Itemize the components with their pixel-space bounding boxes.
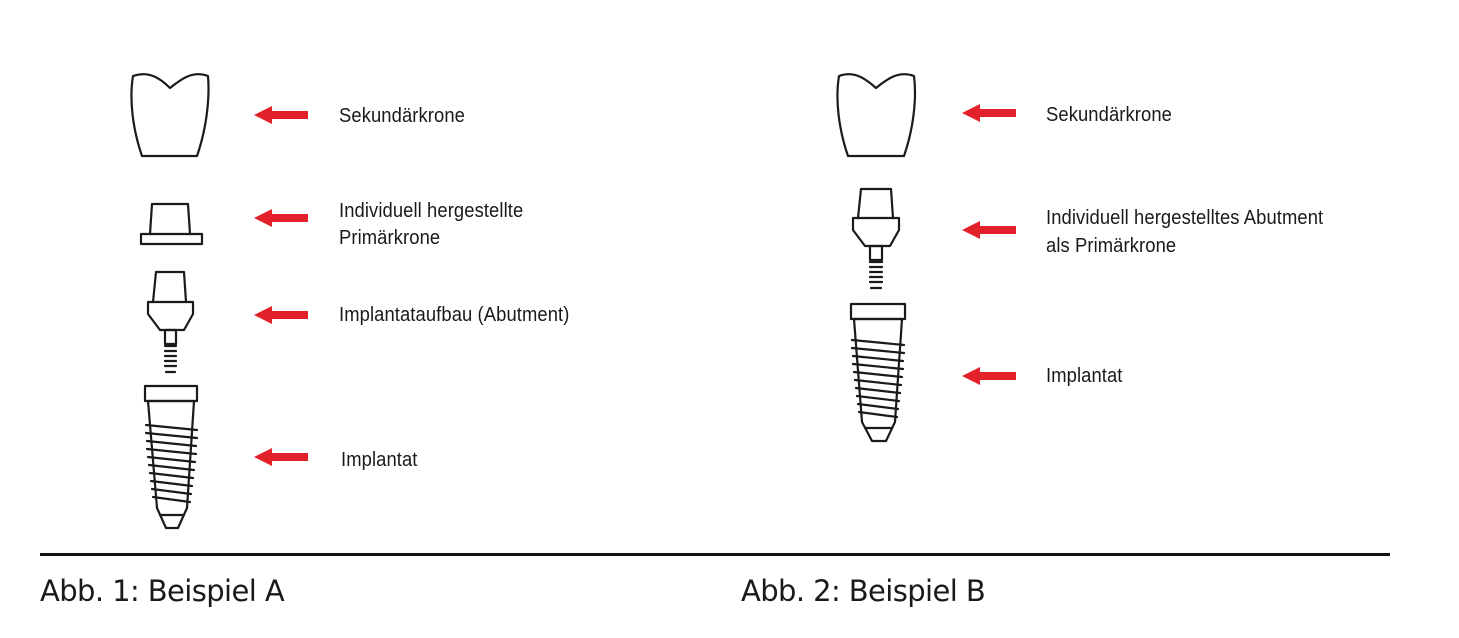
label-implantat: Implantat [341, 449, 418, 471]
crown-icon [837, 74, 915, 156]
caption-figure-b: Abb. 2: Beispiel B [741, 574, 986, 608]
label-abutment-primaerkrone-line1: Individuell hergestelltes Abutment [1046, 207, 1324, 229]
label-sekundaerkrone: Sekundärkrone [339, 105, 465, 127]
arrow-left-icon [962, 104, 1016, 122]
figure-b-drawing [700, 0, 1459, 550]
label-implantat: Implantat [1046, 365, 1123, 387]
crown-icon [131, 74, 208, 156]
arrow-left-icon [254, 306, 308, 324]
label-abutment-primaerkrone-line2: als Primärkrone [1046, 235, 1177, 257]
figure-b [700, 0, 1459, 550]
figure-a [0, 0, 700, 550]
divider-line [40, 553, 1390, 556]
abutment-icon [853, 189, 899, 288]
arrow-left-icon [254, 448, 308, 466]
arrow-left-icon [254, 209, 308, 227]
implant-icon [851, 304, 905, 441]
label-primaerkrone-line1: Individuell hergestellte [339, 200, 524, 222]
label-sekundaerkrone: Sekundärkrone [1046, 104, 1172, 126]
arrow-left-icon [962, 221, 1016, 239]
abutment-icon [148, 272, 193, 372]
primary-crown-icon [141, 204, 202, 244]
label-abutment: Implantataufbau (Abutment) [339, 304, 570, 326]
label-primaerkrone-line2: Primärkrone [339, 227, 441, 249]
arrow-left-icon [962, 367, 1016, 385]
caption-figure-a: Abb. 1: Beispiel A [40, 574, 285, 608]
implant-icon [145, 386, 197, 528]
arrow-left-icon [254, 106, 308, 124]
